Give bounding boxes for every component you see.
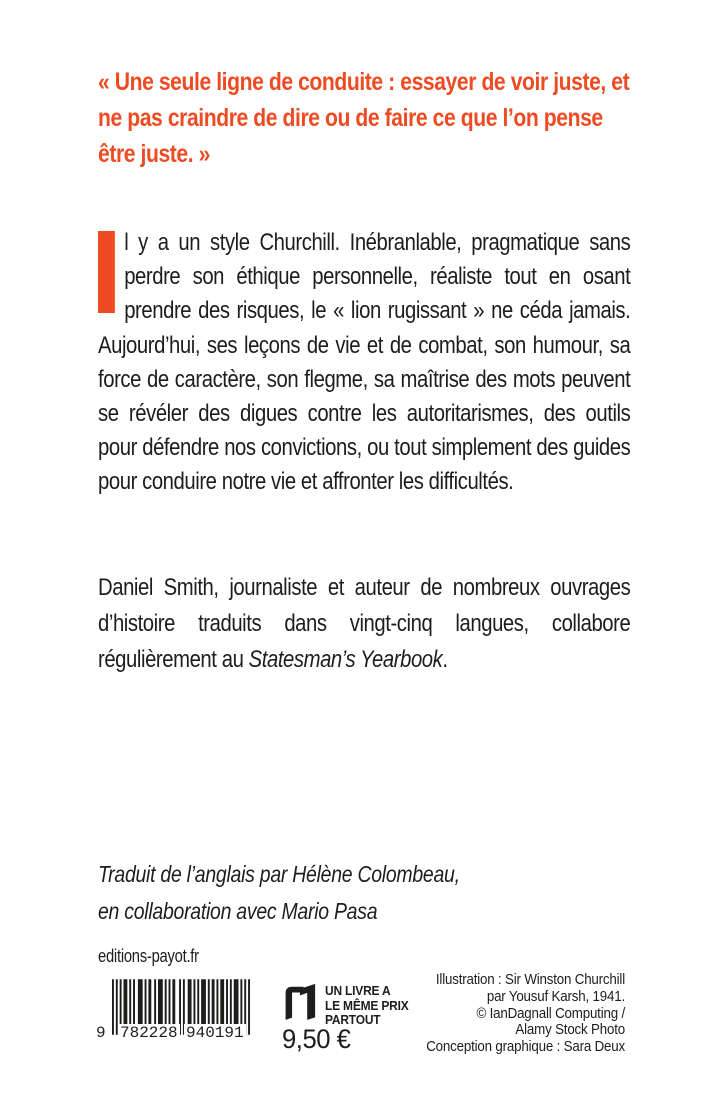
- credit-line: Alamy Stock Photo: [515, 1022, 625, 1039]
- synopsis-text: l y a un style Churchill. Inébranlable, pragmatique sans perdre son éthique personnelle, réaliste tout en osant prendre des risques, le « lion rugissant » ne céda jamais. Aujourd’hui, ses leçons de vie et de combat, son humour, sa force de caractère, son flegme, sa maîtrise des mots peuvent se révéler des digues contre les autoritarismes, des outils pour défendre nos convictions, ou tout simplement des guides pour conduire notre vie et affronter les difficultés.: [98, 229, 631, 496]
- slogan-line1: UN LIVRE A: [325, 983, 391, 998]
- credit-line: par Yousuf Karsh, 1941.: [486, 988, 625, 1005]
- synopsis-paragraph: [98, 226, 630, 500]
- translation-credit: [98, 856, 630, 930]
- ean13-barcode: [98, 978, 258, 1042]
- translation-credit-line2: en collaboration avec Mario Pasa: [98, 898, 378, 924]
- barcode-lead-digit: 9: [96, 1024, 106, 1042]
- price-label: 9,50 €: [282, 1024, 351, 1054]
- author-bio-paragraph: [98, 570, 630, 678]
- translation-credit-line1: Traduit de l’anglais par Hélène Colombeau,: [98, 861, 460, 887]
- cover-quote: « Une seule ligne de conduite : essayer de voir juste, et ne pas craindre de dire ou de faire ce que l’on pense être juste. »: [98, 68, 630, 168]
- barcode-digits-group1: 782228: [120, 1024, 178, 1042]
- credit-line: © IanDagnall Computing /: [476, 1005, 625, 1022]
- publisher-website: editions-payot.fr: [98, 946, 199, 966]
- credit-line: Illustration : Sir Winston Churchill: [435, 972, 625, 988]
- dropcap-orange-block: [98, 231, 115, 313]
- author-bio-period: .: [442, 646, 448, 673]
- author-bio-text: Daniel Smith, journaliste et auteur de nombreux ouvrages d’histoire traduits dans vingt-cinq langues, collabore régulièrement au: [98, 574, 631, 673]
- slogan-line3: PARTOUT: [325, 1012, 381, 1027]
- barcode-digits-group2: 940191: [186, 1024, 244, 1042]
- publication-title-italic: Statesman’s Yearbook: [248, 646, 443, 673]
- open-book-price-logo-icon: [282, 982, 318, 1026]
- credit-line: Conception graphique : Sara Deux: [426, 1039, 625, 1056]
- illustration-credits: [349, 972, 625, 1056]
- slogan-line2: LE MÊME PRIX: [325, 997, 409, 1013]
